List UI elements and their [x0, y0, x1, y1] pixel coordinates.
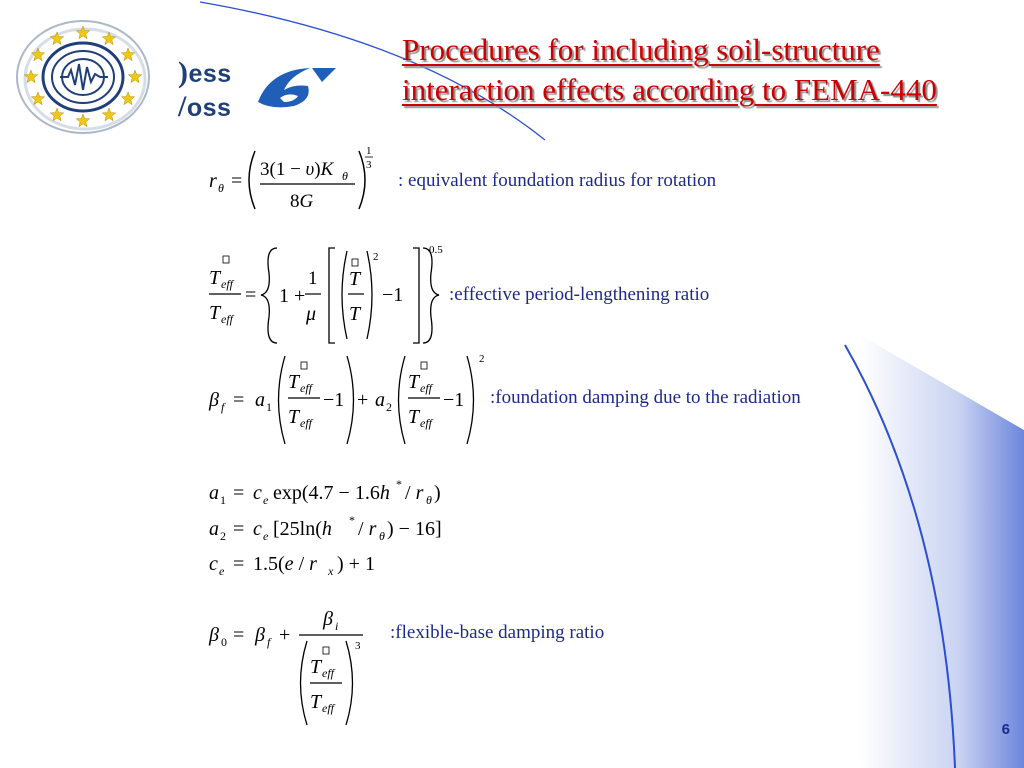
svg-text:−1: −1	[323, 389, 345, 411]
svg-text:T: T	[288, 406, 300, 428]
equation-beta-f-formula	[205, 350, 490, 450]
logo-text-line2: oss	[186, 94, 232, 122]
equation-period-ratio-formula	[205, 243, 450, 353]
right-gradient-wedge	[860, 335, 1024, 768]
svg-text:β: β	[323, 608, 333, 630]
logo-bracket-bottom: /	[178, 90, 187, 123]
page-number: 6	[1001, 721, 1010, 738]
eu-emblem-icon	[8, 12, 158, 142]
logo-text-ess	[178, 56, 232, 89]
svg-text:a: a	[375, 389, 385, 411]
fp6-logo-icon	[250, 62, 340, 110]
emblem-star	[50, 108, 63, 121]
emblem-star	[121, 92, 134, 105]
svg-text:eff: eff	[420, 381, 432, 395]
svg-text:T: T	[310, 691, 322, 713]
svg-text:2: 2	[373, 251, 379, 263]
equation-a2	[209, 513, 442, 543]
svg-text:T: T	[408, 406, 420, 428]
svg-text:=: =	[231, 170, 243, 192]
svg-text:T: T	[408, 371, 420, 393]
svg-text:c: c	[253, 482, 262, 504]
logo-bracket-top: )	[178, 56, 189, 89]
svg-text:3: 3	[366, 159, 372, 171]
equation-a1	[209, 477, 441, 507]
svg-text:) + 1: ) + 1	[337, 553, 375, 575]
svg-text:eff: eff	[221, 312, 233, 326]
equation-coefficients-formula	[205, 475, 455, 580]
svg-text:T: T	[209, 267, 221, 289]
svg-text:) − 16]: ) − 16]	[387, 518, 442, 540]
svg-text:1.5(e / r: 1.5(e / r	[253, 553, 317, 575]
svg-text:/ r: / r	[358, 518, 377, 540]
equation-ce	[209, 553, 375, 578]
svg-text:*: *	[349, 513, 355, 527]
svg-text:a: a	[209, 518, 219, 540]
svg-text:[25ln(h: [25ln(h	[273, 518, 332, 540]
emblem-star	[31, 48, 44, 61]
equation-r-theta	[205, 143, 385, 218]
svg-text:8G: 8G	[290, 191, 314, 212]
svg-text:1: 1	[366, 145, 372, 157]
svg-text:μ: μ	[306, 303, 317, 325]
svg-text:1: 1	[308, 268, 318, 289]
svg-text:f: f	[267, 635, 271, 649]
svg-text:i: i	[335, 619, 339, 633]
svg-text:0.5: 0.5	[429, 244, 443, 256]
svg-text:T: T	[209, 302, 221, 324]
svg-text:f: f	[221, 400, 225, 414]
svg-text:eff: eff	[420, 416, 432, 430]
svg-text:2: 2	[220, 529, 226, 543]
svg-text:θ: θ	[426, 493, 432, 507]
svg-text:eff: eff	[322, 701, 334, 715]
logo-text-oss	[178, 90, 232, 123]
equation-period-ratio-description: :effective period-lengthening ratio	[449, 284, 710, 305]
svg-text:3(1 − υ)K: 3(1 − υ)K	[260, 159, 334, 180]
svg-text:e: e	[263, 493, 269, 507]
svg-text:3: 3	[355, 640, 361, 652]
svg-text:β: β	[209, 389, 219, 411]
equation-r-theta-formula	[205, 143, 385, 218]
svg-text:θ: θ	[342, 169, 348, 183]
svg-text:0: 0	[221, 635, 227, 649]
equation-beta-0-formula	[205, 605, 380, 730]
svg-text:c: c	[253, 518, 262, 540]
svg-text:eff: eff	[322, 666, 334, 680]
svg-text:eff: eff	[300, 416, 312, 430]
svg-text:T: T	[310, 656, 322, 678]
emblem-star	[102, 108, 115, 121]
equation-beta-0-description: :flexible-base damping ratio	[390, 622, 605, 643]
svg-text:/ r: / r	[405, 482, 424, 504]
svg-text:c: c	[209, 553, 218, 575]
slide-title: Procedures for including soil-structure interaction effects according to FEMA-440	[402, 32, 937, 107]
svg-text:2: 2	[386, 400, 392, 414]
emblem-star	[76, 114, 89, 127]
svg-text:+: +	[357, 389, 369, 411]
equation-beta-f	[205, 350, 490, 450]
svg-text:−1: −1	[443, 389, 465, 411]
svg-text:2: 2	[479, 353, 485, 365]
svg-text:a: a	[209, 482, 219, 504]
svg-text:x: x	[328, 564, 334, 578]
emblem-star	[128, 70, 141, 83]
svg-text:1 +: 1 +	[279, 285, 306, 307]
svg-text:e: e	[219, 564, 225, 578]
svg-text:−1: −1	[382, 284, 404, 306]
svg-text:T: T	[349, 303, 361, 325]
svg-text:θ: θ	[218, 181, 224, 195]
svg-text:T: T	[288, 371, 300, 393]
svg-text:r: r	[209, 170, 217, 192]
svg-text:=: =	[233, 624, 245, 646]
equation-beta-0	[205, 605, 380, 730]
equation-r-theta-description: : equivalent foundation radius for rotation	[398, 170, 717, 191]
equation-beta-f-description: :foundation damping due to the radiation	[490, 387, 801, 408]
svg-text:=: =	[245, 284, 257, 306]
svg-text:exp(4.7 − 1.6h: exp(4.7 − 1.6h	[273, 482, 390, 504]
svg-text:a: a	[255, 389, 265, 411]
svg-text:=: =	[233, 553, 245, 575]
svg-text:1: 1	[220, 493, 226, 507]
svg-text:=: =	[233, 518, 245, 540]
logo-area	[8, 12, 248, 142]
equation-period-ratio	[205, 243, 450, 353]
svg-text:=: =	[233, 389, 245, 411]
svg-text:e: e	[263, 529, 269, 543]
svg-text:T: T	[349, 268, 361, 290]
svg-text:): )	[434, 482, 441, 504]
svg-text:β: β	[255, 624, 265, 646]
svg-text:1: 1	[266, 400, 272, 414]
svg-text:eff: eff	[221, 277, 233, 291]
svg-text:=: =	[233, 482, 245, 504]
logo-text-line1: ess	[188, 60, 232, 88]
equation-coefficients	[205, 475, 455, 580]
svg-text:+: +	[279, 624, 291, 646]
svg-text:*: *	[396, 477, 402, 491]
svg-text:eff: eff	[300, 381, 312, 395]
svg-text:β: β	[209, 624, 219, 646]
svg-text:θ: θ	[379, 529, 385, 543]
